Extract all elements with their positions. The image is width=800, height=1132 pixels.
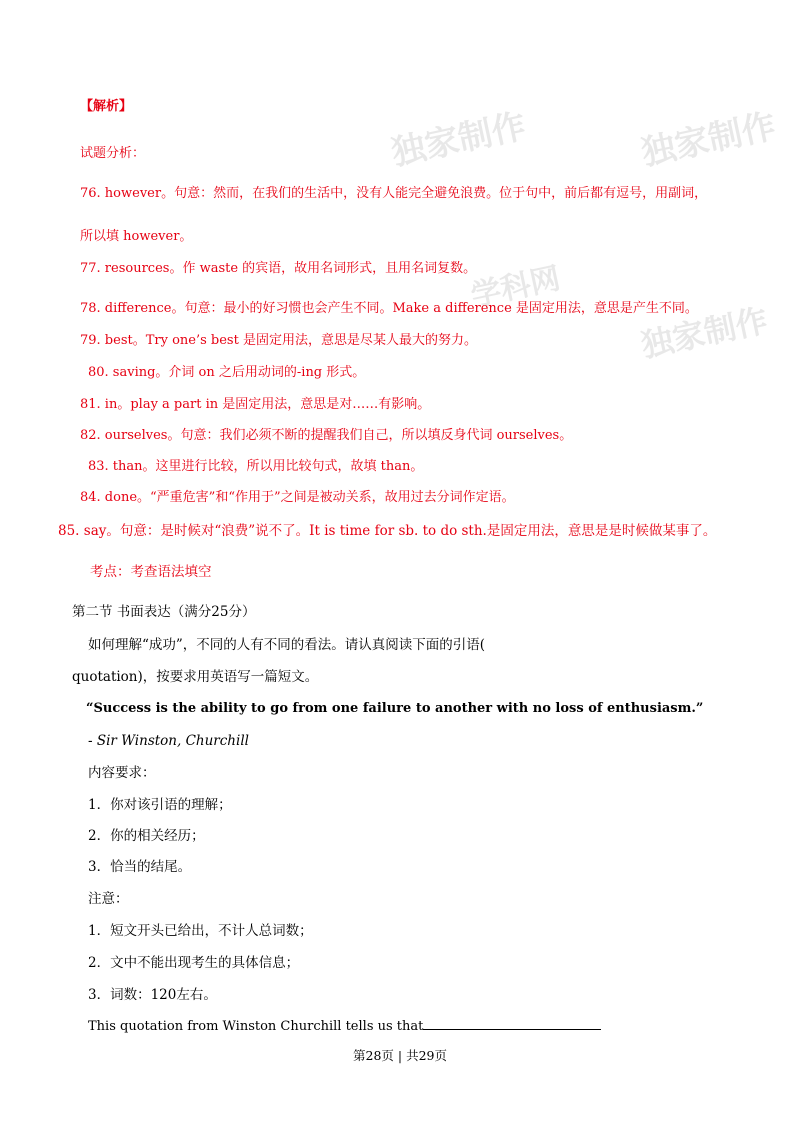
- quote-author: - Sir Winston, Churchill: [88, 733, 249, 749]
- quote: “Success is the ability to go from one failure to another with no loss of enthusiasm.”: [86, 701, 704, 716]
- kaodian: 考点：考查语法填空: [90, 564, 212, 580]
- answer-line: 83. than。这里进行比较，所以用比较句式，故填 than。: [88, 459, 424, 474]
- answer-line: 所以填 however。: [80, 229, 193, 244]
- content-requirement: 3．恰当的结尾。: [88, 859, 192, 875]
- note-item: 2．文中不能出现考生的具体信息；: [88, 955, 300, 971]
- intro-text: 如何理解“成功”，不同的人有不同的看法。请认真阅读下面的引语(: [88, 637, 486, 653]
- answer-line: 85. say。句意：是时候对“浪费”说不了。It is time for sb. to do sth.是固定用法，意思是是时候做某事了。: [58, 523, 717, 539]
- answer-line: 77. resources。作 waste 的宾语，故用名词形式，且用名词复数。: [80, 261, 477, 276]
- note-item: 1．短文开头已给出，不计人总词数；: [88, 923, 313, 939]
- note-item: 3．词数：120左右。: [88, 987, 217, 1003]
- answer-line: 81. in。play a part in 是固定用法，意思是对……有影响。: [80, 397, 431, 412]
- watermark: 独家制作: [637, 301, 771, 365]
- notes-title: 注意：: [88, 891, 129, 907]
- answer-blank[interactable]: [423, 1016, 601, 1030]
- analysis-subheader: 试题分析：: [80, 146, 146, 161]
- answer-line: 84. done。“严重危害”和“作用于”之间是被动关系，故用过去分词作定语。: [80, 490, 515, 505]
- answer-line: 78. difference。句意：最小的好习惯也会产生不同。Make a difference 是固定用法，意思是产生不同。: [80, 301, 698, 316]
- content-requirement: 1．你对该引语的理解；: [88, 797, 232, 813]
- page-footer: 第28页 | 共29页: [353, 1048, 447, 1063]
- analysis-header: 【解析】: [80, 99, 133, 114]
- watermark: 独家制作: [388, 106, 530, 174]
- section-title: 第二节 书面表达（满分25分）: [72, 604, 256, 620]
- content-requirement: 2．你的相关经历；: [88, 828, 205, 844]
- answer-line: 80. saving。介词 on 之后用动词的-ing 形式。: [88, 365, 366, 380]
- content-requirements-title: 内容要求：: [88, 765, 156, 781]
- watermark: 学科网: [468, 260, 564, 314]
- answer-line: 82. ourselves。句意：我们必须不断的提醒我们自己，所以填反身代词 ourselves。: [80, 428, 573, 443]
- answer-line: 79. best。Try one’s best 是固定用法，意思是尽某人最大的努力。: [80, 333, 477, 348]
- essay-opening-text: This quotation from Winston Churchill tells us that: [88, 1019, 424, 1034]
- intro-text: quotation)，按要求用英语写一篇短文。: [72, 669, 319, 685]
- essay-opening: [88, 1016, 601, 1036]
- watermark: 独家制作: [638, 106, 780, 174]
- answer-line: 76. however。句意：然而，在我们的生活中，没有人能完全避免浪费。位于句中，前后都有逗号，用副词，: [80, 186, 708, 201]
